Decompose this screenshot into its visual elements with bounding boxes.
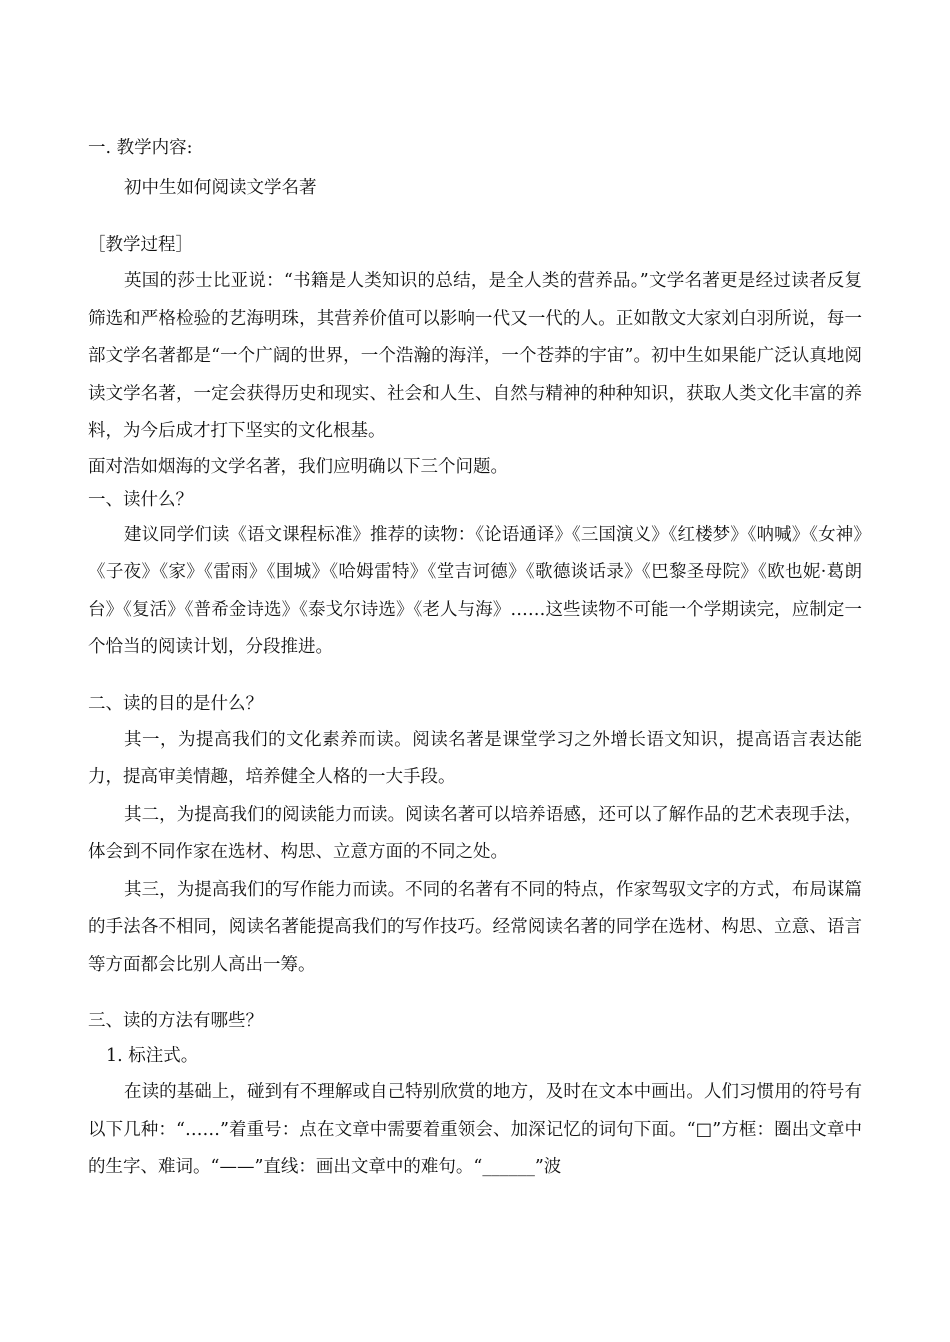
purpose-paragraph-1: 其一，为提高我们的文化素养而读。阅读名著是课堂学习之外增长语文知识，提高语言表达能力，提高审美情趣，培养健全人格的一大手段。 [88,729,862,787]
spacer [88,984,862,1004]
section-heading-teaching-content: 一. 教学内容: [88,138,193,158]
section-heading-teaching-process: ［教学过程］ [88,235,193,255]
spacer [88,206,862,228]
question-heading-what-to-read: 一、读什么？ [88,489,193,510]
intro-paragraph: 英国的莎士比亚说：“书籍是人类知识的总结，是全人类的营养品。”文学名著更是经过读者反复筛选和严格检验的艺海明珠，其营养价值可以影响一代又一代的人。正如散文大家刘白羽所说，每一部文学名著都是“一个广阔的世界，一个浩瀚的海洋，一个苍莽的宇宙”。初中生如果能广泛认真地阅读文学名著，一定会获得历史和现实、社会和人生、自然与精神的种种知识，获取人类文化丰富的养料，为今后成才打下坚实的文化根基。 [88,271,862,441]
spacer [88,667,862,687]
lead-line: 面对浩如烟海的文学名著，我们应明确以下三个问题。 [88,456,508,477]
method-item-1-title: 1. 标注式。 [106,1046,199,1066]
document-body [88,131,862,1187]
question-heading-methods: 三、读的方法有哪些？ [88,1011,263,1031]
lesson-subtitle: 初中生如何阅读文学名著 [124,178,317,198]
question-heading-purpose: 二、读的目的是什么？ [88,693,263,714]
reading-list-paragraph: 建议同学们读《语文课程标准》推荐的读物：《论语通译》《三国演义》《红楼梦》《呐喊》《女神》《子夜》《家》《雷雨》《围城》《哈姆雷特》《堂吉诃德》《歌德谈话录》《巴黎圣母院》《欧也妮·葛朗台》《复活》《普希金诗选》《泰戈尔诗选》《老人与海》……这些读物不可能一个学期读完，应制定一个恰当的阅读计划，分段推进。 [88,524,862,657]
purpose-paragraph-2: 其二，为提高我们的阅读能力而读。阅读名著可以培养语感，还可以了解作品的艺术表现手法，体会到不同作家在选材、构思、立意方面的不同之处。 [88,804,862,862]
method-item-1-paragraph: 在读的基础上，碰到有不理解或自己特别欣赏的地方，及时在文本中画出。人们习惯用的符号有以下几种：“……”着重号：点在文章中需要着重领会、加深记忆的词句下面。“□”方框：圈出文章中的生字、难词。“——”直线：画出文章中的难句。“______”波 [88,1082,862,1177]
purpose-paragraph-3: 其三，为提高我们的写作能力而读。不同的名著有不同的特点，作家驾驭文字的方式，布局谋篇的手法各不相同，阅读名著能提高我们的写作技巧。经常阅读名著的同学在选材、构思、立意、语言等方面都会比别人高出一筹。 [88,879,862,975]
